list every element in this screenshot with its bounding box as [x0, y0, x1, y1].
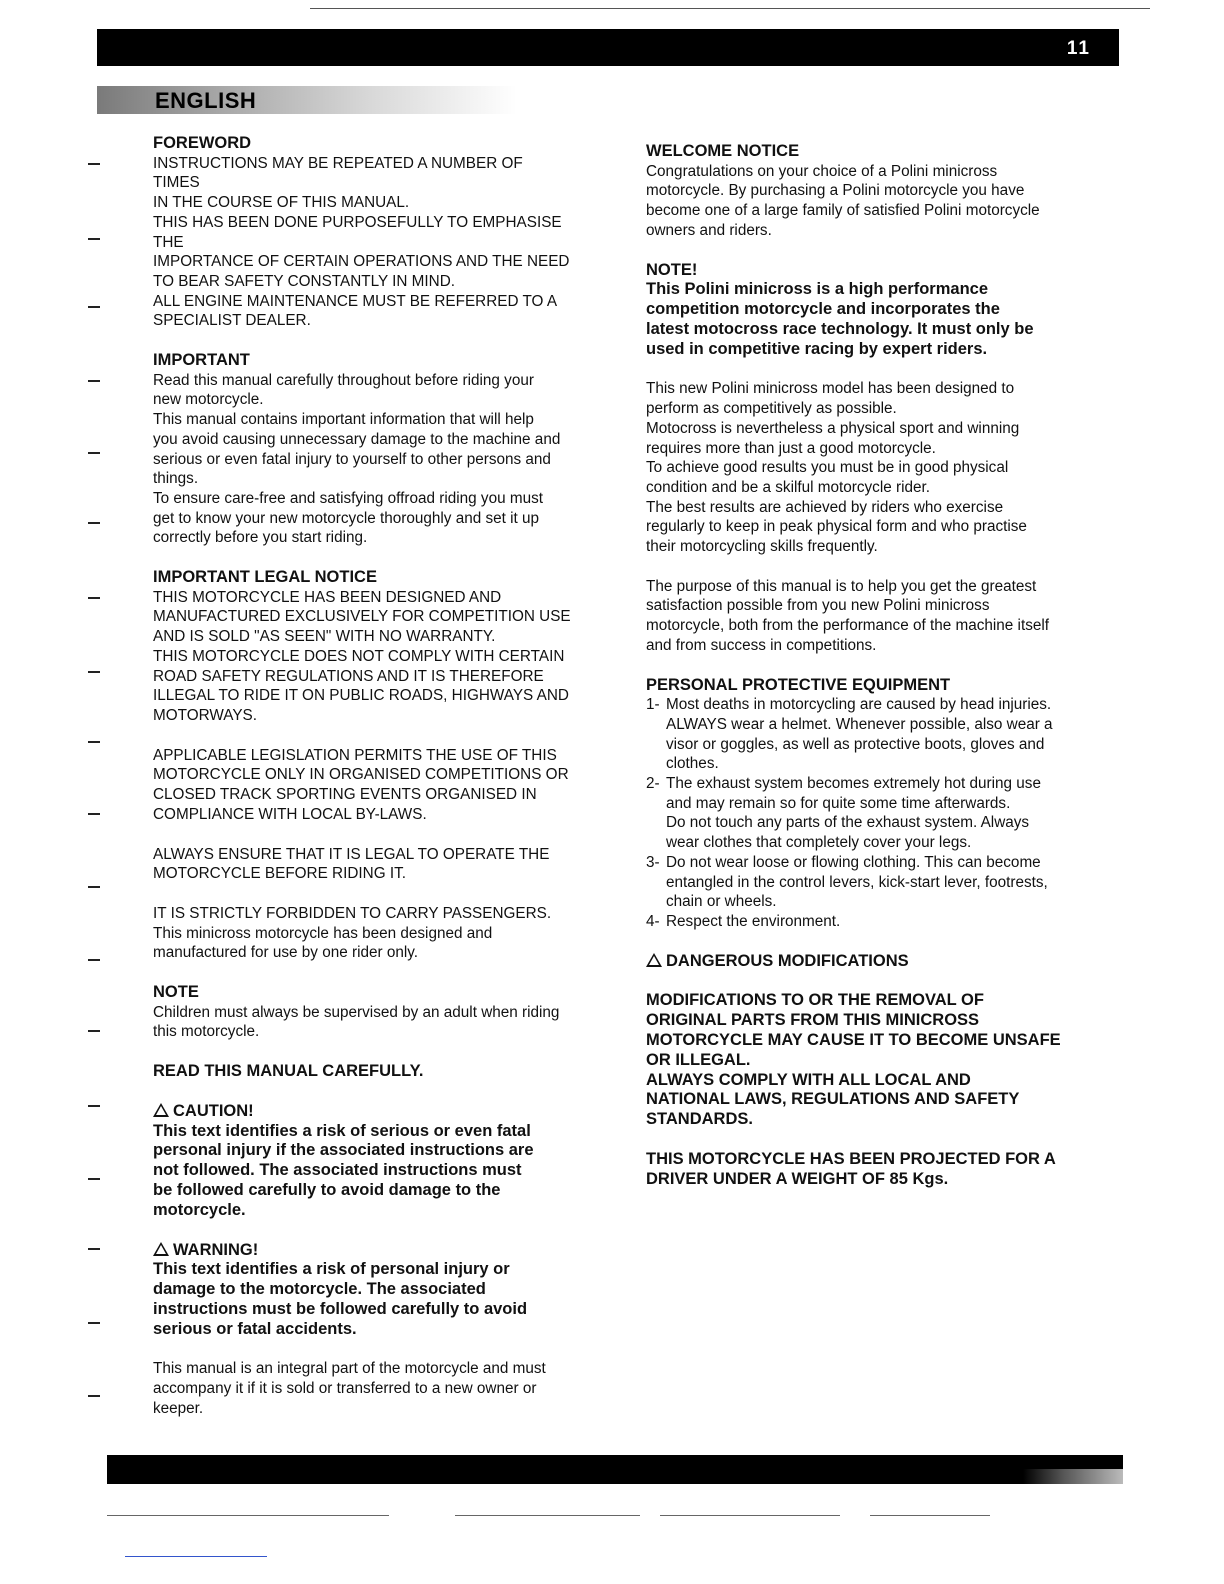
text-line: AND IS SOLD "AS SEEN" WITH NO WARRANTY.	[153, 628, 496, 646]
important-title: IMPORTANT	[153, 351, 250, 370]
warning-section	[153, 1241, 573, 1340]
footer-rule	[107, 1515, 389, 1516]
text-line: personal injury if the associated instructions are	[153, 1141, 534, 1160]
margin-mark	[88, 380, 100, 382]
text-line: new motorcycle.	[153, 391, 264, 409]
list-item: 1- Most deaths in motorcycling are caused by head injuries. ALWAYS wear a helmet. Whenever possible, also wear a visor or goggles, as well as protective boots, gloves and clothes.	[646, 696, 1053, 773]
text-line: This text identifies a risk of serious or even fatal	[153, 1121, 531, 1140]
language-band	[97, 86, 517, 114]
margin-mark	[88, 597, 100, 599]
margin-mark	[88, 452, 100, 454]
text-line: MODIFICATIONS TO OR THE REMOVAL OF	[646, 991, 984, 1010]
text-line: motorcycle. By purchasing a Polini motorcycle you have	[646, 182, 1025, 200]
margin-mark	[88, 886, 100, 888]
text-line: ORIGINAL PARTS FROM THIS MINICROSS	[646, 1011, 980, 1030]
text-line: NATIONAL LAWS, REGULATIONS AND SAFETY	[646, 1090, 1020, 1109]
welcome-title: WELCOME NOTICE	[646, 142, 800, 160]
margin-mark	[88, 813, 100, 815]
text-line: Read this manual carefully throughout before riding your	[153, 371, 534, 389]
ppe-section	[646, 676, 1066, 932]
list-item: 2- The exhaust system becomes extremely hot during use and may remain so for quite some time afterwards. Do not touch any parts of the exhaust system. Always wear clothes that completely cover your legs.	[646, 775, 1041, 852]
text-line: get to know your new motorcycle thoroughly and set it up	[153, 509, 540, 527]
text-line: manufactured for use by one rider only.	[153, 944, 419, 962]
warning-triangle-icon	[153, 1242, 169, 1256]
text-line: This manual is an integral part of the motorcycle and must	[153, 1360, 546, 1378]
text-line: this motorcycle.	[153, 1023, 260, 1041]
margin-mark	[88, 1030, 100, 1032]
page-number: 11	[1066, 38, 1091, 59]
margin-mark	[88, 306, 100, 308]
text-line: THIS MOTORCYCLE DOES NOT COMPLY WITH CERTAIN	[153, 647, 565, 665]
text-line: ROAD SAFETY REGULATIONS AND IT IS THEREFORE	[153, 667, 544, 685]
footer-bar	[107, 1455, 1123, 1484]
text-line: To achieve good results you must be in good physical	[646, 459, 1009, 477]
footer-rule	[870, 1515, 990, 1516]
margin-mark	[88, 671, 100, 673]
text-line: CLOSED TRACK SPORTING EVENTS ORGANISED IN	[153, 786, 537, 804]
warning-title: WARNING!	[173, 1240, 259, 1259]
top-rule	[310, 8, 1150, 9]
text-line: STANDARDS.	[646, 1110, 753, 1129]
text-line: accompany it if it is sold or transferred to a new owner or	[153, 1380, 537, 1398]
text-line: TO BEAR SAFETY CONSTANTLY IN MIND.	[153, 272, 456, 290]
list-item: 3- Do not wear loose or flowing clothing. This can become entangled in the control levers, kick-start lever, footrests, chain or wheels.	[646, 853, 1048, 911]
dangerous-modifications-section	[646, 952, 1066, 1190]
text-line: APPLICABLE LEGISLATION PERMITS THE USE OF THIS	[153, 746, 557, 764]
text-line: ALL ENGINE MAINTENANCE MUST BE REFERRED TO A	[153, 292, 558, 310]
text-line: OR ILLEGAL.	[646, 1050, 751, 1069]
text-line: correctly before you start riding.	[153, 529, 368, 547]
text-line: their motorcycling skills frequently.	[646, 538, 878, 556]
text-line: This manual contains important information that will help	[153, 411, 534, 429]
text-line: ILLEGAL TO RIDE IT ON PUBLIC ROADS, HIGHWAYS AND	[153, 687, 569, 705]
welcome-section	[646, 142, 1066, 241]
text-line: THIS MOTORCYCLE HAS BEEN DESIGNED AND	[153, 588, 502, 606]
legal-notice-title: IMPORTANT LEGAL NOTICE	[153, 568, 377, 587]
text-line: requires more than just a good motorcycle.	[646, 439, 936, 457]
text-line: This Polini minicross is a high performance	[646, 280, 988, 299]
caution-section	[153, 1102, 573, 1221]
note-section	[153, 983, 573, 1042]
text-line: IMPORTANCE OF CERTAIN OPERATIONS AND THE NEED	[153, 253, 570, 271]
text-line: used in competitive racing by expert riders.	[646, 339, 988, 358]
language-label: ENGLISH	[155, 88, 257, 113]
margin-mark	[88, 1105, 100, 1107]
margin-mark	[88, 1322, 100, 1324]
right-column	[646, 142, 1066, 1190]
ppe-title: PERSONAL PROTECTIVE EQUIPMENT	[646, 675, 951, 694]
margin-mark	[88, 741, 100, 743]
header-bar	[97, 29, 1119, 66]
margin-mark	[88, 1248, 100, 1250]
warning-triangle-icon	[646, 953, 662, 967]
text-line: MANUFACTURED EXCLUSIVELY FOR COMPETITION USE	[153, 608, 571, 626]
text-line: ALWAYS COMPLY WITH ALL LOCAL AND	[646, 1070, 971, 1089]
blue-rule	[125, 1556, 267, 1557]
foreword-section	[153, 134, 573, 331]
text-line: THIS HAS BEEN DONE PURPOSEFULLY TO EMPHASISE THE	[153, 213, 562, 251]
margin-mark	[88, 1395, 100, 1397]
text-line: serious or even fatal injury to yourself to other persons and	[153, 450, 551, 468]
text-line: DRIVER UNDER A WEIGHT OF 85 Kgs.	[646, 1169, 949, 1188]
foreword-title: FOREWORD	[153, 134, 252, 152]
text-line: This text identifies a risk of personal injury or	[153, 1260, 510, 1279]
text-line: THIS MOTORCYCLE HAS BEEN PROJECTED FOR A	[646, 1149, 1056, 1168]
note-title: NOTE	[153, 983, 199, 1002]
text-line: The best results are achieved by riders who exercise	[646, 498, 1004, 516]
text-line: keeper.	[153, 1399, 204, 1417]
text-line: become one of a large family of satisfied Polini motorcycle	[646, 202, 1040, 220]
text-line: ALWAYS ENSURE THAT IT IS LEGAL TO OPERATE THE	[153, 845, 550, 863]
text-line: Children must always be supervised by an adult when riding	[153, 1003, 560, 1021]
list-item: 4- Respect the environment.	[646, 912, 841, 930]
text-line: condition and be a skilful motorcycle rider.	[646, 478, 930, 496]
margin-mark	[88, 163, 100, 165]
text-line: MOTORWAYS.	[153, 706, 257, 724]
text-line: Congratulations on your choice of a Polini minicross	[646, 162, 998, 180]
text-line: The purpose of this manual is to help you get the greatest	[646, 577, 1037, 595]
text-line: MOTORCYCLE BEFORE RIDING IT.	[153, 865, 406, 883]
caution-title: CAUTION!	[173, 1101, 254, 1120]
footer-rule	[660, 1515, 840, 1516]
left-column	[153, 134, 573, 1419]
text-line: satisfaction possible from you new Polini minicross	[646, 597, 990, 615]
ppe-list	[646, 695, 1066, 931]
read-manual-notice: READ THIS MANUAL CAREFULLY.	[153, 1062, 424, 1081]
text-line: competition motorcycle and incorporates the	[646, 300, 1000, 319]
text-line: This minicross motorcycle has been designed and	[153, 924, 493, 942]
text-line: MOTORCYCLE ONLY IN ORGANISED COMPETITIONS OR	[153, 766, 569, 784]
text-line: To ensure care-free and satisfying offroad riding you must	[153, 489, 543, 507]
text-line: things.	[153, 470, 199, 488]
text-line: INSTRUCTIONS MAY BE REPEATED A NUMBER OF TIMES	[153, 154, 523, 192]
text-line: motorcycle, both from the performance of the machine itself	[646, 617, 1049, 635]
text-line: and from success in competitions.	[646, 636, 877, 654]
margin-mark	[88, 1178, 100, 1180]
text-line: you avoid causing unnecessary damage to the machine and	[153, 430, 561, 448]
text-line: Motocross is nevertheless a physical sport and winning	[646, 419, 1020, 437]
text-line: IT IS STRICTLY FORBIDDEN TO CARRY PASSENGERS.	[153, 904, 552, 922]
important-section	[153, 351, 573, 548]
note-title: NOTE!	[646, 260, 698, 279]
purpose-section	[646, 577, 1066, 656]
text-line: serious or fatal accidents.	[153, 1319, 357, 1338]
text-line: motorcycle.	[153, 1200, 246, 1219]
text-line: not followed. The associated instructions must	[153, 1161, 522, 1180]
text-line: instructions must be followed carefully to avoid	[153, 1299, 528, 1318]
text-line: This new Polini minicross model has been designed to	[646, 380, 1015, 398]
warning-triangle-icon	[153, 1103, 169, 1117]
text-line: COMPLIANCE WITH LOCAL BY-LAWS.	[153, 805, 427, 823]
performance-note-section	[646, 261, 1066, 360]
text-line: SPECIALIST DEALER.	[153, 312, 311, 330]
text-line: MOTORCYCLE MAY CAUSE IT TO BECOME UNSAFE	[646, 1030, 1061, 1049]
text-line: be followed carefully to avoid damage to the	[153, 1180, 501, 1199]
margin-mark	[88, 959, 100, 961]
text-line: damage to the motorcycle. The associated	[153, 1280, 486, 1299]
margin-mark	[88, 522, 100, 524]
text-line: IN THE COURSE OF THIS MANUAL.	[153, 194, 410, 212]
integral-section	[153, 1359, 573, 1418]
legal-notice-section	[153, 568, 573, 963]
margin-mark	[88, 238, 100, 240]
text-line: perform as competitively as possible.	[646, 400, 897, 418]
footer-language-tab	[1023, 1469, 1123, 1484]
model-section	[646, 379, 1066, 556]
text-line: regularly to keep in peak physical form and who practise	[646, 518, 1027, 536]
dangerous-modifications-title: DANGEROUS MODIFICATIONS	[666, 951, 909, 970]
text-line: owners and riders.	[646, 221, 772, 239]
footer-rule	[455, 1515, 640, 1516]
text-line: latest motocross race technology. It must only be	[646, 319, 1034, 338]
